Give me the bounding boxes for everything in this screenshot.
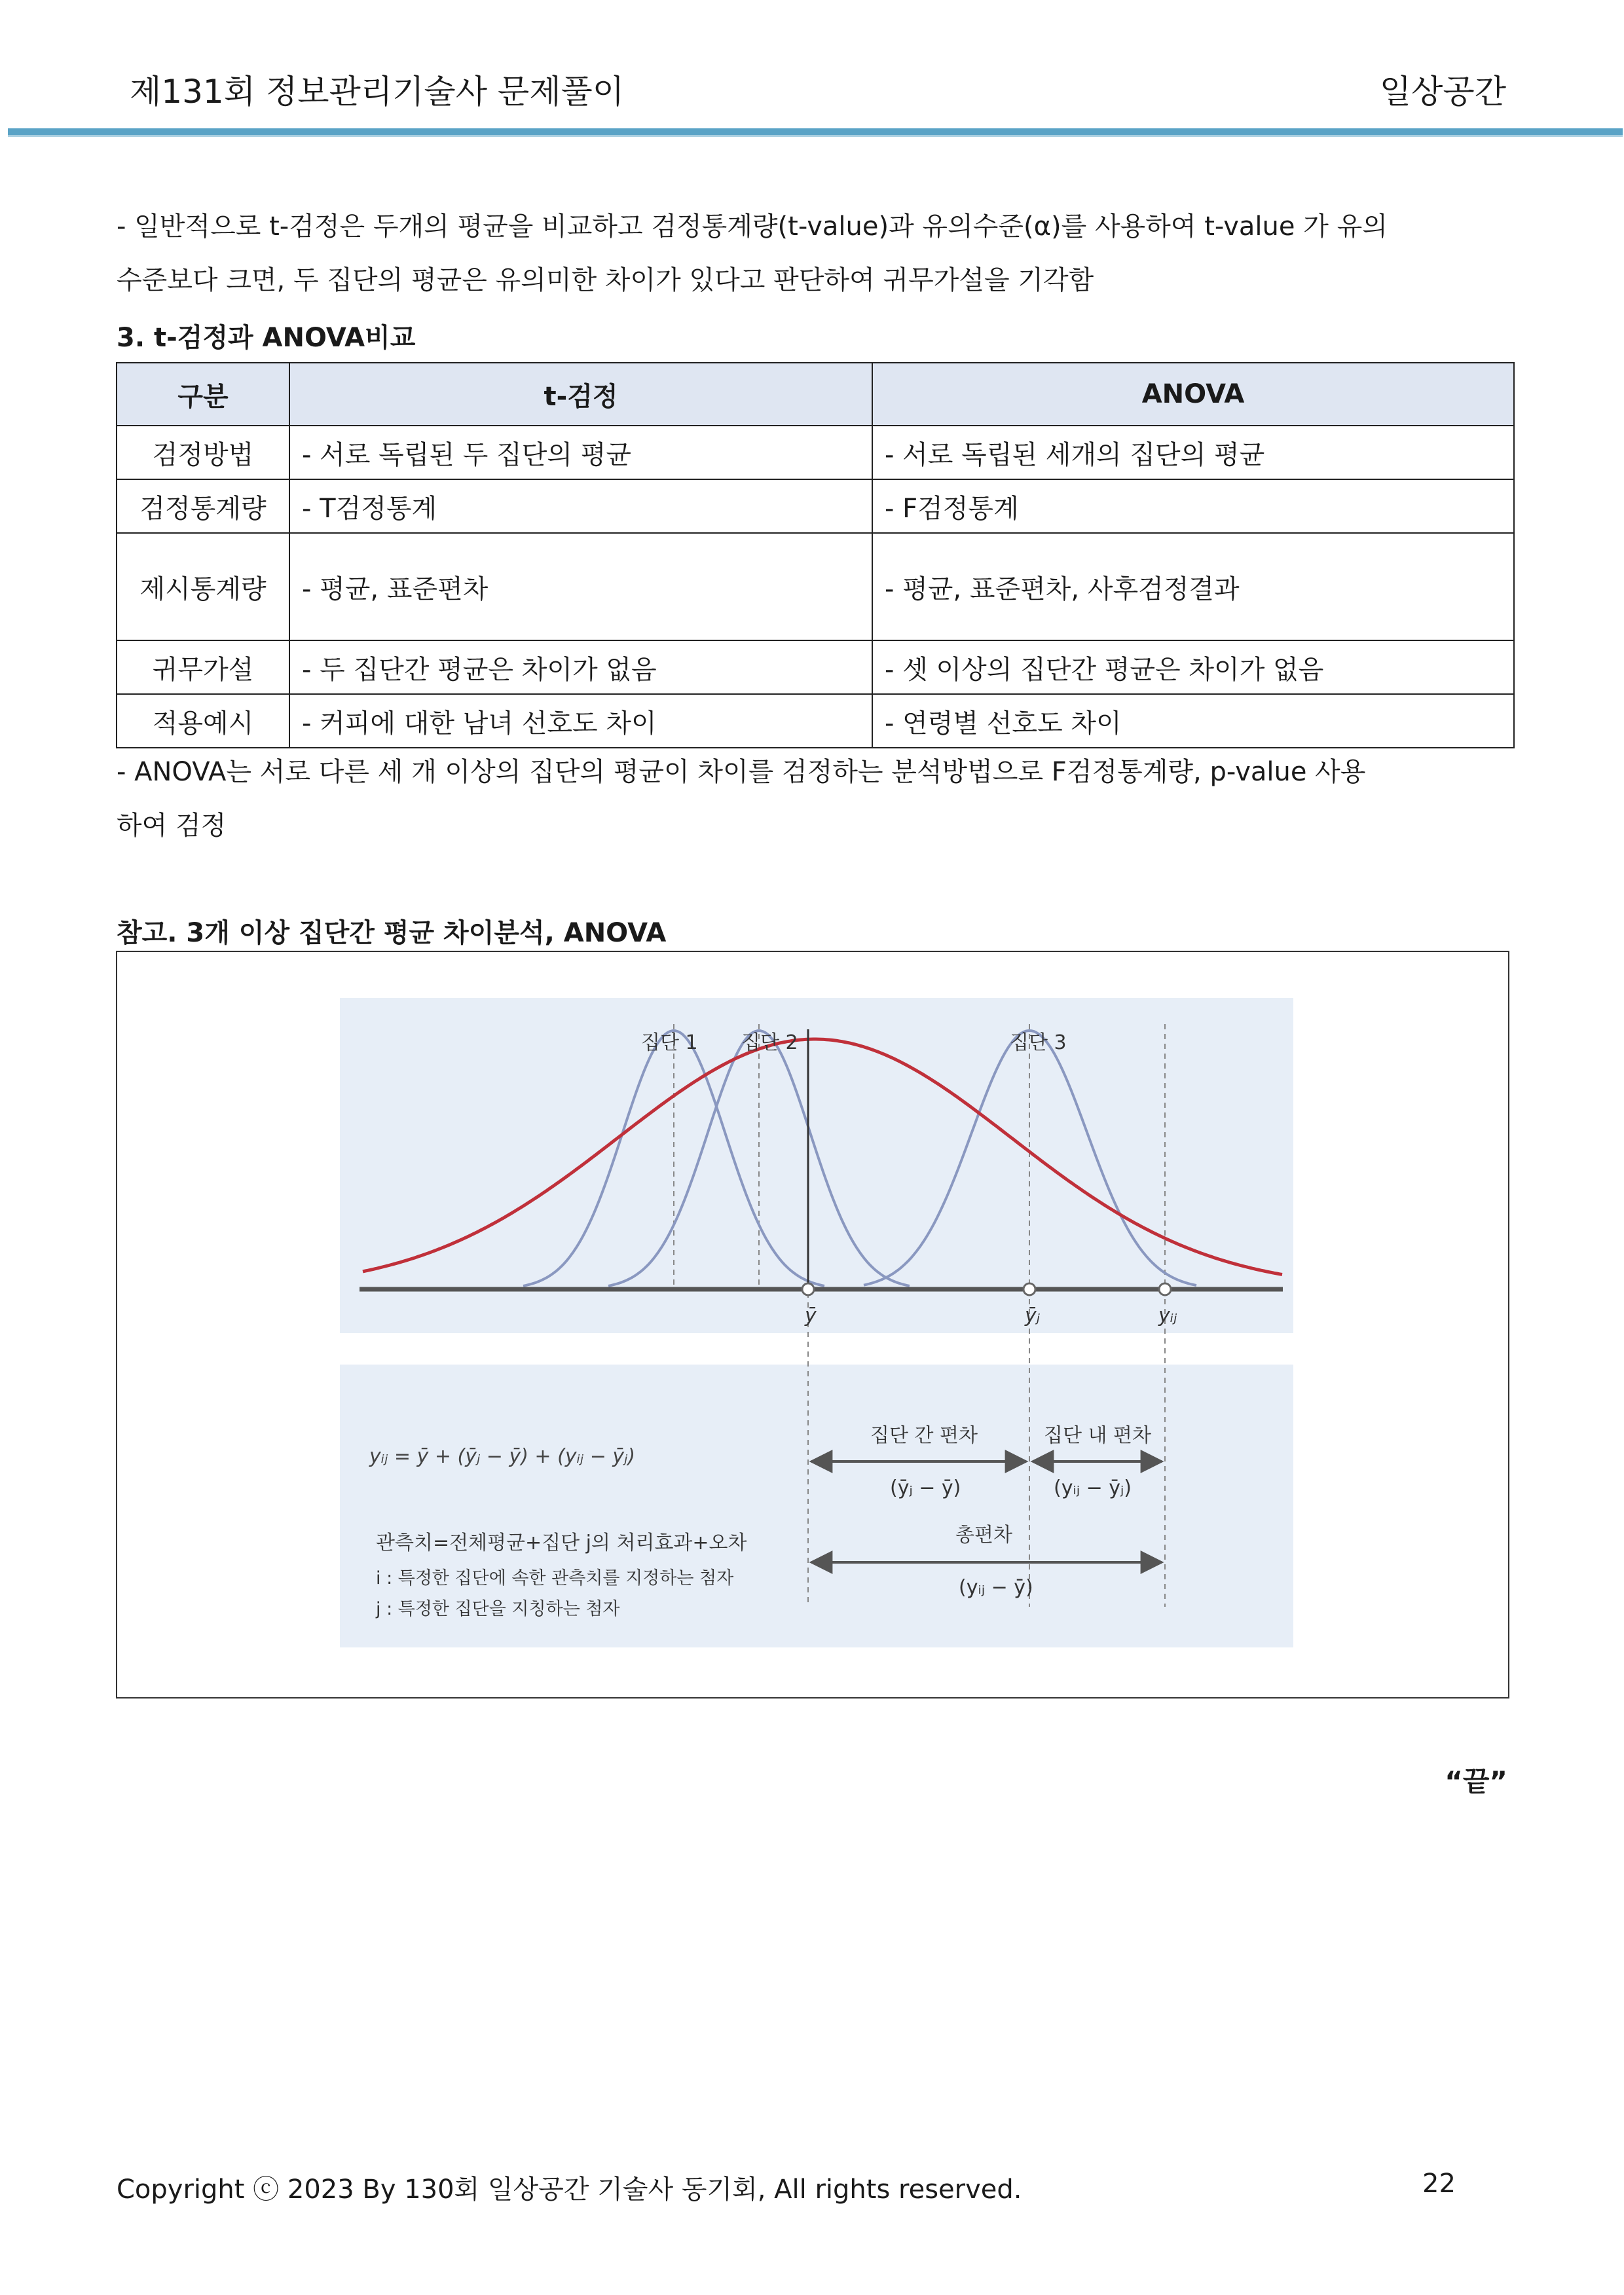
header-divider xyxy=(8,128,1623,137)
group-1-label: 집단 1 xyxy=(641,1031,698,1054)
between-group-deviation-label: 집단 간 편차 xyxy=(870,1424,978,1447)
equation-description: 관측치=전체평균+집단 j의 처리효과+오차 xyxy=(376,1532,747,1554)
between-group-formula: (ȳⱼ − ȳ) xyxy=(890,1477,961,1499)
group-2-label: 집단 2 xyxy=(741,1031,798,1054)
table-header-row xyxy=(117,363,1514,426)
paragraph-1-line-1: - 일반적으로 t-검정은 두개의 평균을 비교하고 검정통계량(t-value)과 유의수준(α)를 사용하여 t-value 가 유의 xyxy=(117,211,1388,242)
section-3-heading: 3. t-검정과 ANOVA비교 xyxy=(117,323,416,353)
grand-mean-label: ȳ xyxy=(805,1304,817,1327)
end-mark: “끝” xyxy=(1445,1765,1507,1797)
table-cell: 적용예시 xyxy=(117,694,289,748)
subscript-i-description: i : 특정한 집단에 속한 관측치를 지정하는 첨자 xyxy=(376,1568,734,1588)
table-cell: - 커피에 대한 남녀 선호도 차이 xyxy=(289,694,872,748)
group-3-label: 집단 3 xyxy=(1010,1031,1067,1054)
footer-copyright: Copyright ⓒ 2023 By 130회 일상공간 기술사 동기회, All rights reserved. xyxy=(117,2175,1022,2205)
table-cell: - 연령별 선호도 차이 xyxy=(872,694,1514,748)
table-cell: - F검정통계 xyxy=(872,479,1514,533)
paragraph-1-line-2: 수준보다 크면, 두 집단의 평균은 유의미한 차이가 있다고 판단하여 귀무가설을 기각함 xyxy=(117,265,1094,295)
table-cell: 제시통계량 xyxy=(117,533,289,640)
within-group-formula: (yᵢⱼ − ȳⱼ) xyxy=(1054,1477,1132,1499)
anova-figure-frame xyxy=(116,951,1509,1698)
table-cell: 귀무가설 xyxy=(117,640,289,694)
subscript-j-description: j : 특정한 집단을 지칭하는 첨자 xyxy=(376,1599,620,1619)
comparison-table xyxy=(116,362,1515,748)
table-cell: - 평균, 표준편차, 사후검정결과 xyxy=(872,533,1514,640)
grand-mean-point xyxy=(802,1283,814,1295)
group-mean-label: ȳⱼ xyxy=(1025,1304,1040,1327)
table-cell: - 두 집단간 평균은 차이가 없음 xyxy=(289,640,872,694)
table-cell: - 평균, 표준편차 xyxy=(289,533,872,640)
observation-point xyxy=(1159,1283,1171,1295)
table-cell: 검정방법 xyxy=(117,426,289,479)
within-group-deviation-label: 집단 내 편차 xyxy=(1044,1424,1151,1447)
table-row xyxy=(117,694,1514,748)
table-row xyxy=(117,533,1514,640)
group-mean-point xyxy=(1024,1283,1035,1295)
table-cell: 검정통계량 xyxy=(117,479,289,533)
paragraph-2 xyxy=(117,745,1505,853)
table-cell: - 셋 이상의 집단간 평균은 차이가 없음 xyxy=(872,640,1514,694)
footer-page-number: 22 xyxy=(1422,2169,1456,2199)
table-row xyxy=(117,426,1514,479)
anova-equation: yᵢⱼ = ȳ + (ȳⱼ − ȳ) + (yᵢⱼ − ȳⱼ) xyxy=(369,1445,636,1468)
paragraph-2-line-1: - ANOVA는 서로 다른 세 개 이상의 집단의 평균이 차이를 검정하는 분석방법으로 F검정통계량, p-value 사용 xyxy=(117,757,1366,787)
header-title: 제131회 정보관리기술사 문제풀이 xyxy=(130,73,625,111)
table-header-cell: ANOVA xyxy=(872,363,1514,426)
paragraph-2-line-2: 하여 검정 xyxy=(117,811,227,841)
total-deviation-label: 총편차 xyxy=(955,1524,1012,1547)
table-row xyxy=(117,479,1514,533)
header-right-label: 일상공간 xyxy=(1379,73,1506,111)
table-row xyxy=(117,640,1514,694)
table-cell: - T검정통계 xyxy=(289,479,872,533)
paragraph-1 xyxy=(117,200,1505,307)
table-header-cell: t-검정 xyxy=(289,363,872,426)
observation-label: yᵢⱼ xyxy=(1158,1304,1177,1327)
table-cell: - 서로 독립된 두 집단의 평균 xyxy=(289,426,872,479)
table-header-cell: 구분 xyxy=(117,363,289,426)
anova-diagram xyxy=(117,952,1508,1697)
reference-heading: 참고. 3개 이상 집단간 평균 차이분석, ANOVA xyxy=(117,918,667,948)
total-deviation-formula: (yᵢⱼ − ȳ) xyxy=(959,1576,1033,1599)
table-cell: - 서로 독립된 세개의 집단의 평균 xyxy=(872,426,1514,479)
